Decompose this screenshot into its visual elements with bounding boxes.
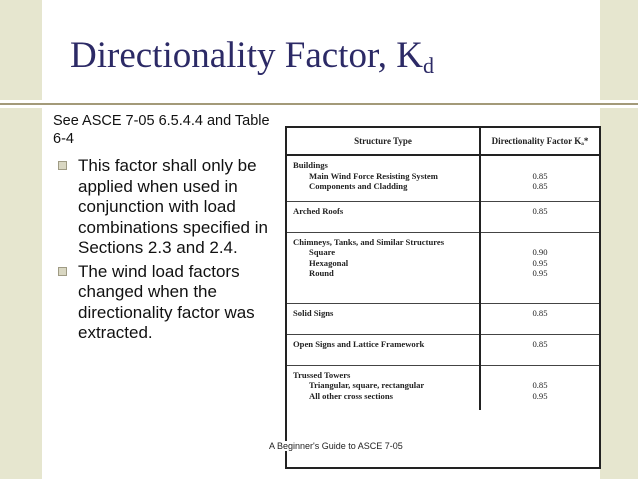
factor-value: 0.85	[532, 205, 548, 216]
structure-category: Chimneys, Tanks, and Similar Structures	[293, 236, 445, 247]
table-row	[287, 365, 599, 410]
factor-value: 0.95	[532, 257, 548, 268]
header-directionality-factor: Directionality Factor Kₐ*	[480, 128, 599, 155]
structure-subtype: Round	[309, 268, 334, 278]
structure-subtype: Main Wind Force Resisting System	[309, 170, 438, 181]
slide-footer: A Beginner's Guide to ASCE 7-05	[269, 441, 403, 451]
factor-spacer	[487, 237, 593, 248]
bullet-item	[56, 262, 276, 344]
square-bullet-icon	[58, 267, 67, 276]
structure-type-cell	[287, 303, 480, 334]
structure-category: Arched Roofs	[293, 205, 344, 216]
factor-value: 0.95	[532, 390, 548, 401]
factor-value: 0.85	[532, 338, 548, 349]
directionality-table	[285, 126, 601, 469]
factor-value: 0.95	[532, 268, 548, 278]
structure-subtype: Triangular, square, rectangular	[309, 380, 425, 390]
factor-value: 0.90	[532, 247, 548, 257]
table-body	[287, 155, 599, 410]
factor-spacer	[487, 160, 593, 171]
factor-value: 0.85	[532, 181, 548, 191]
title-subscript: d	[423, 53, 434, 78]
header-structure-type: Structure Type	[287, 128, 480, 155]
structure-subtype: Hexagonal	[309, 257, 349, 268]
table-row	[287, 334, 599, 365]
table-row	[287, 155, 599, 201]
structure-type-cell	[287, 365, 480, 410]
factor-cell	[480, 232, 599, 303]
structure-subtype: Square	[309, 247, 336, 257]
bullet-text: The wind load factors changed when the directionality factor was extracted.	[78, 261, 255, 342]
title-divider	[0, 103, 638, 105]
table-row	[287, 303, 599, 334]
factor-cell	[480, 334, 599, 365]
factor-value: 0.85	[532, 170, 548, 181]
structure-category: Solid Signs	[293, 307, 334, 318]
factor-cell	[480, 303, 599, 334]
bullet-list	[56, 156, 276, 347]
table-row	[287, 201, 599, 232]
table-row	[287, 232, 599, 303]
right-decor-band	[600, 0, 638, 479]
reference-note: See ASCE 7-05 6.5.4.4 and Table 6-4	[53, 113, 270, 147]
factor-cell	[480, 201, 599, 232]
structure-subtype: All other cross sections	[309, 390, 393, 401]
title-main: Directionality Factor, K	[70, 35, 423, 76]
structure-type-cell	[287, 155, 480, 201]
structure-category: Trussed Towers	[293, 369, 351, 380]
structure-type-cell	[287, 201, 480, 232]
structure-category: Buildings	[293, 160, 328, 170]
factor-value: 0.85	[532, 380, 548, 390]
structure-type-cell	[287, 232, 480, 303]
factor-cell	[480, 365, 599, 410]
structure-subtype: Components and Cladding	[309, 181, 408, 191]
square-bullet-icon	[58, 161, 67, 170]
factor-cell	[480, 155, 599, 201]
structure-type-cell	[287, 334, 480, 365]
table-header-row	[287, 128, 599, 155]
factor-spacer	[487, 370, 593, 381]
left-decor-band	[0, 0, 42, 479]
factor-value: 0.85	[532, 307, 548, 318]
bullet-item	[56, 156, 276, 259]
bullet-text: This factor shall only be applied when used in conjunction with load combinations specified in Sections 2.3 and 2.4.	[78, 156, 268, 257]
factor-table	[287, 128, 599, 410]
structure-category: Open Signs and Lattice Framework	[293, 338, 425, 349]
slide-title	[70, 34, 434, 79]
